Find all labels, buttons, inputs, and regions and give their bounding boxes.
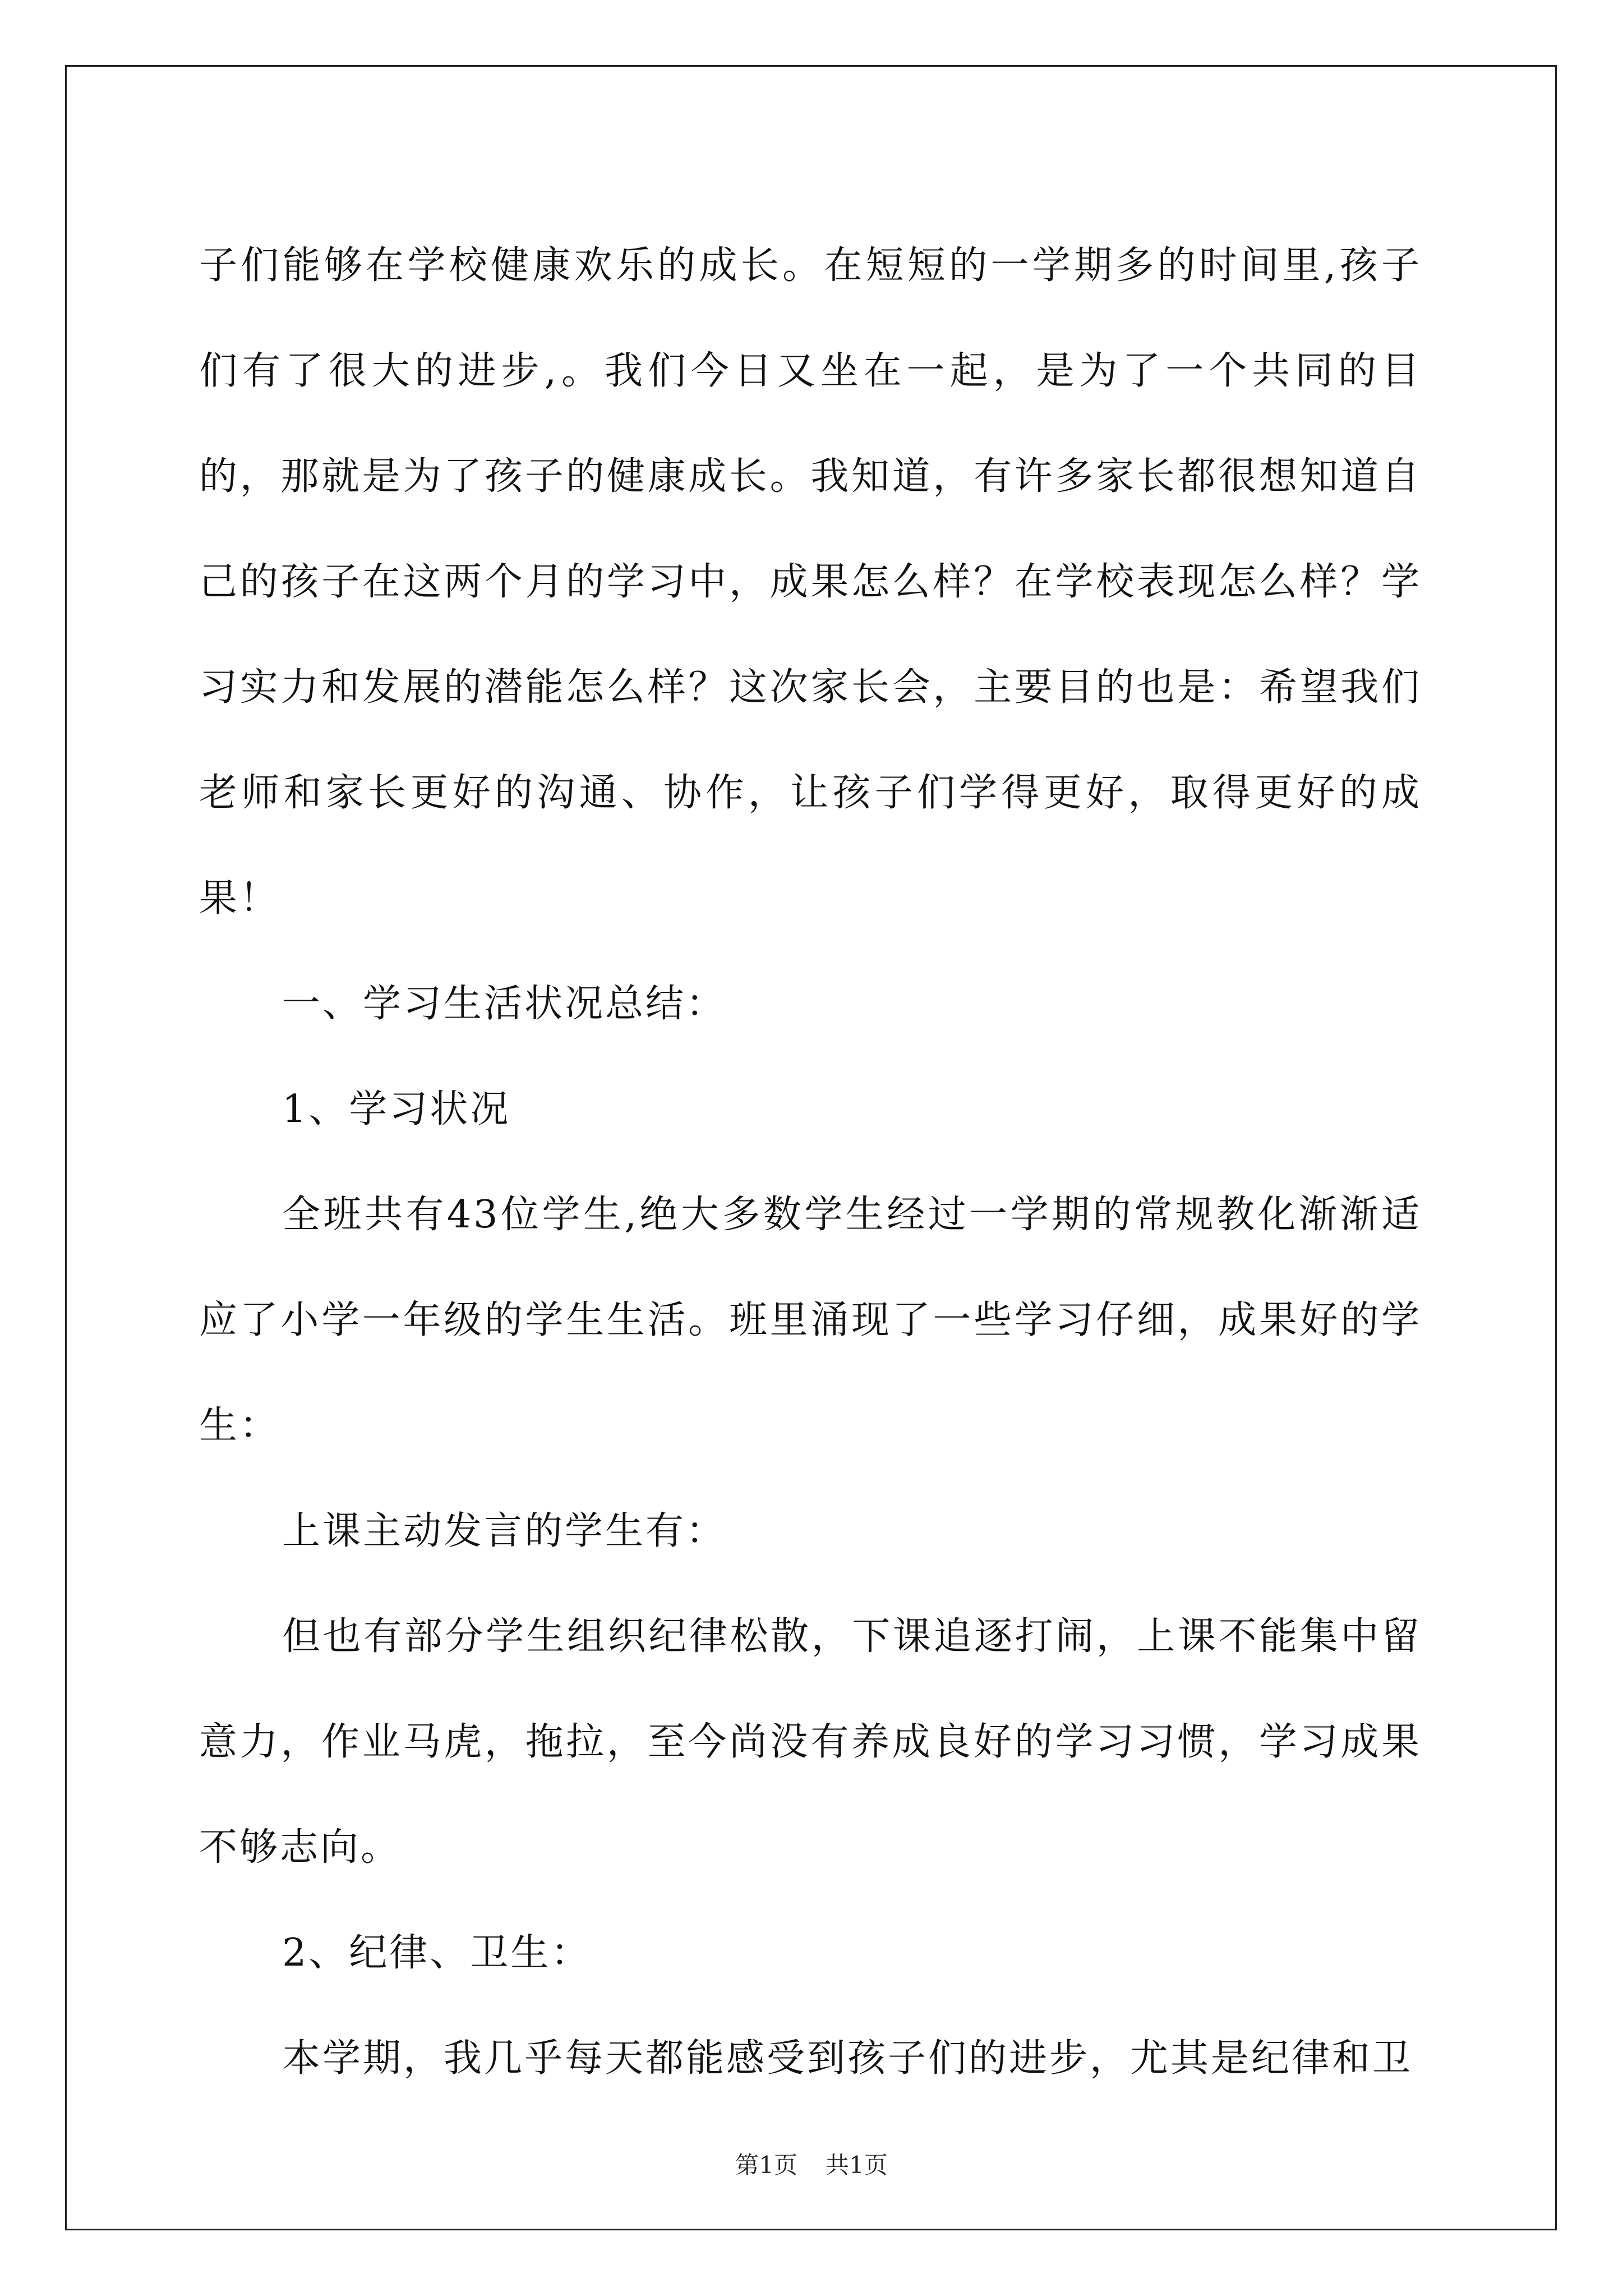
paragraph-class-overview: 全班共有43位学生,绝大多数学生经过一学期的常规教化渐渐适应了小学一年级的学生生活。班里涌现了一些学习仔细，成果好的学生： [199,1193,1422,1448]
paragraph-active-students: 上课主动发言的学生有： [282,1509,727,1553]
heading-section-one: 一、学习生活状况总结： [282,982,727,1026]
heading-discipline-hygiene: 2、纪律、卫生： [282,1931,592,1975]
page-number: 第1页 [735,2151,797,2179]
paragraph-problems: 但也有部分学生组织纪律松散，下课追逐打闹，上课不能集中留意力，作业马虎，拖拉，至今尚没有养成良好的学习习惯，学习成果不够志向。 [199,1614,1422,1870]
document-body [199,213,1422,2111]
heading-study-status: 1、学习状况 [282,1087,511,1131]
page-total: 共1页 [826,2151,888,2179]
paragraph-discipline: 本学期，我几乎每天都能感受到孩子们的进步，尤其是纪律和卫 [282,2036,1413,2081]
paragraph-intro: 子们能够在学校健康欢乐的成长。在短短的一学期多的时间里,孩子们有了很大的进步,。我们今日又坐在一起，是为了一个共同的目的，那就是为了孩子的健康成长。我知道，有许多家长都很想知道自己的孩子在这两个月的学习中，成果怎么样？在学校表现怎么样？学习实力和发展的潜能怎么样？这次家长会，主要目的也是：希望我们老师和家长更好的沟通、协作，让孩子们学得更好，取得更好的成果！ [199,243,1422,921]
page-footer [0,2151,1623,2179]
